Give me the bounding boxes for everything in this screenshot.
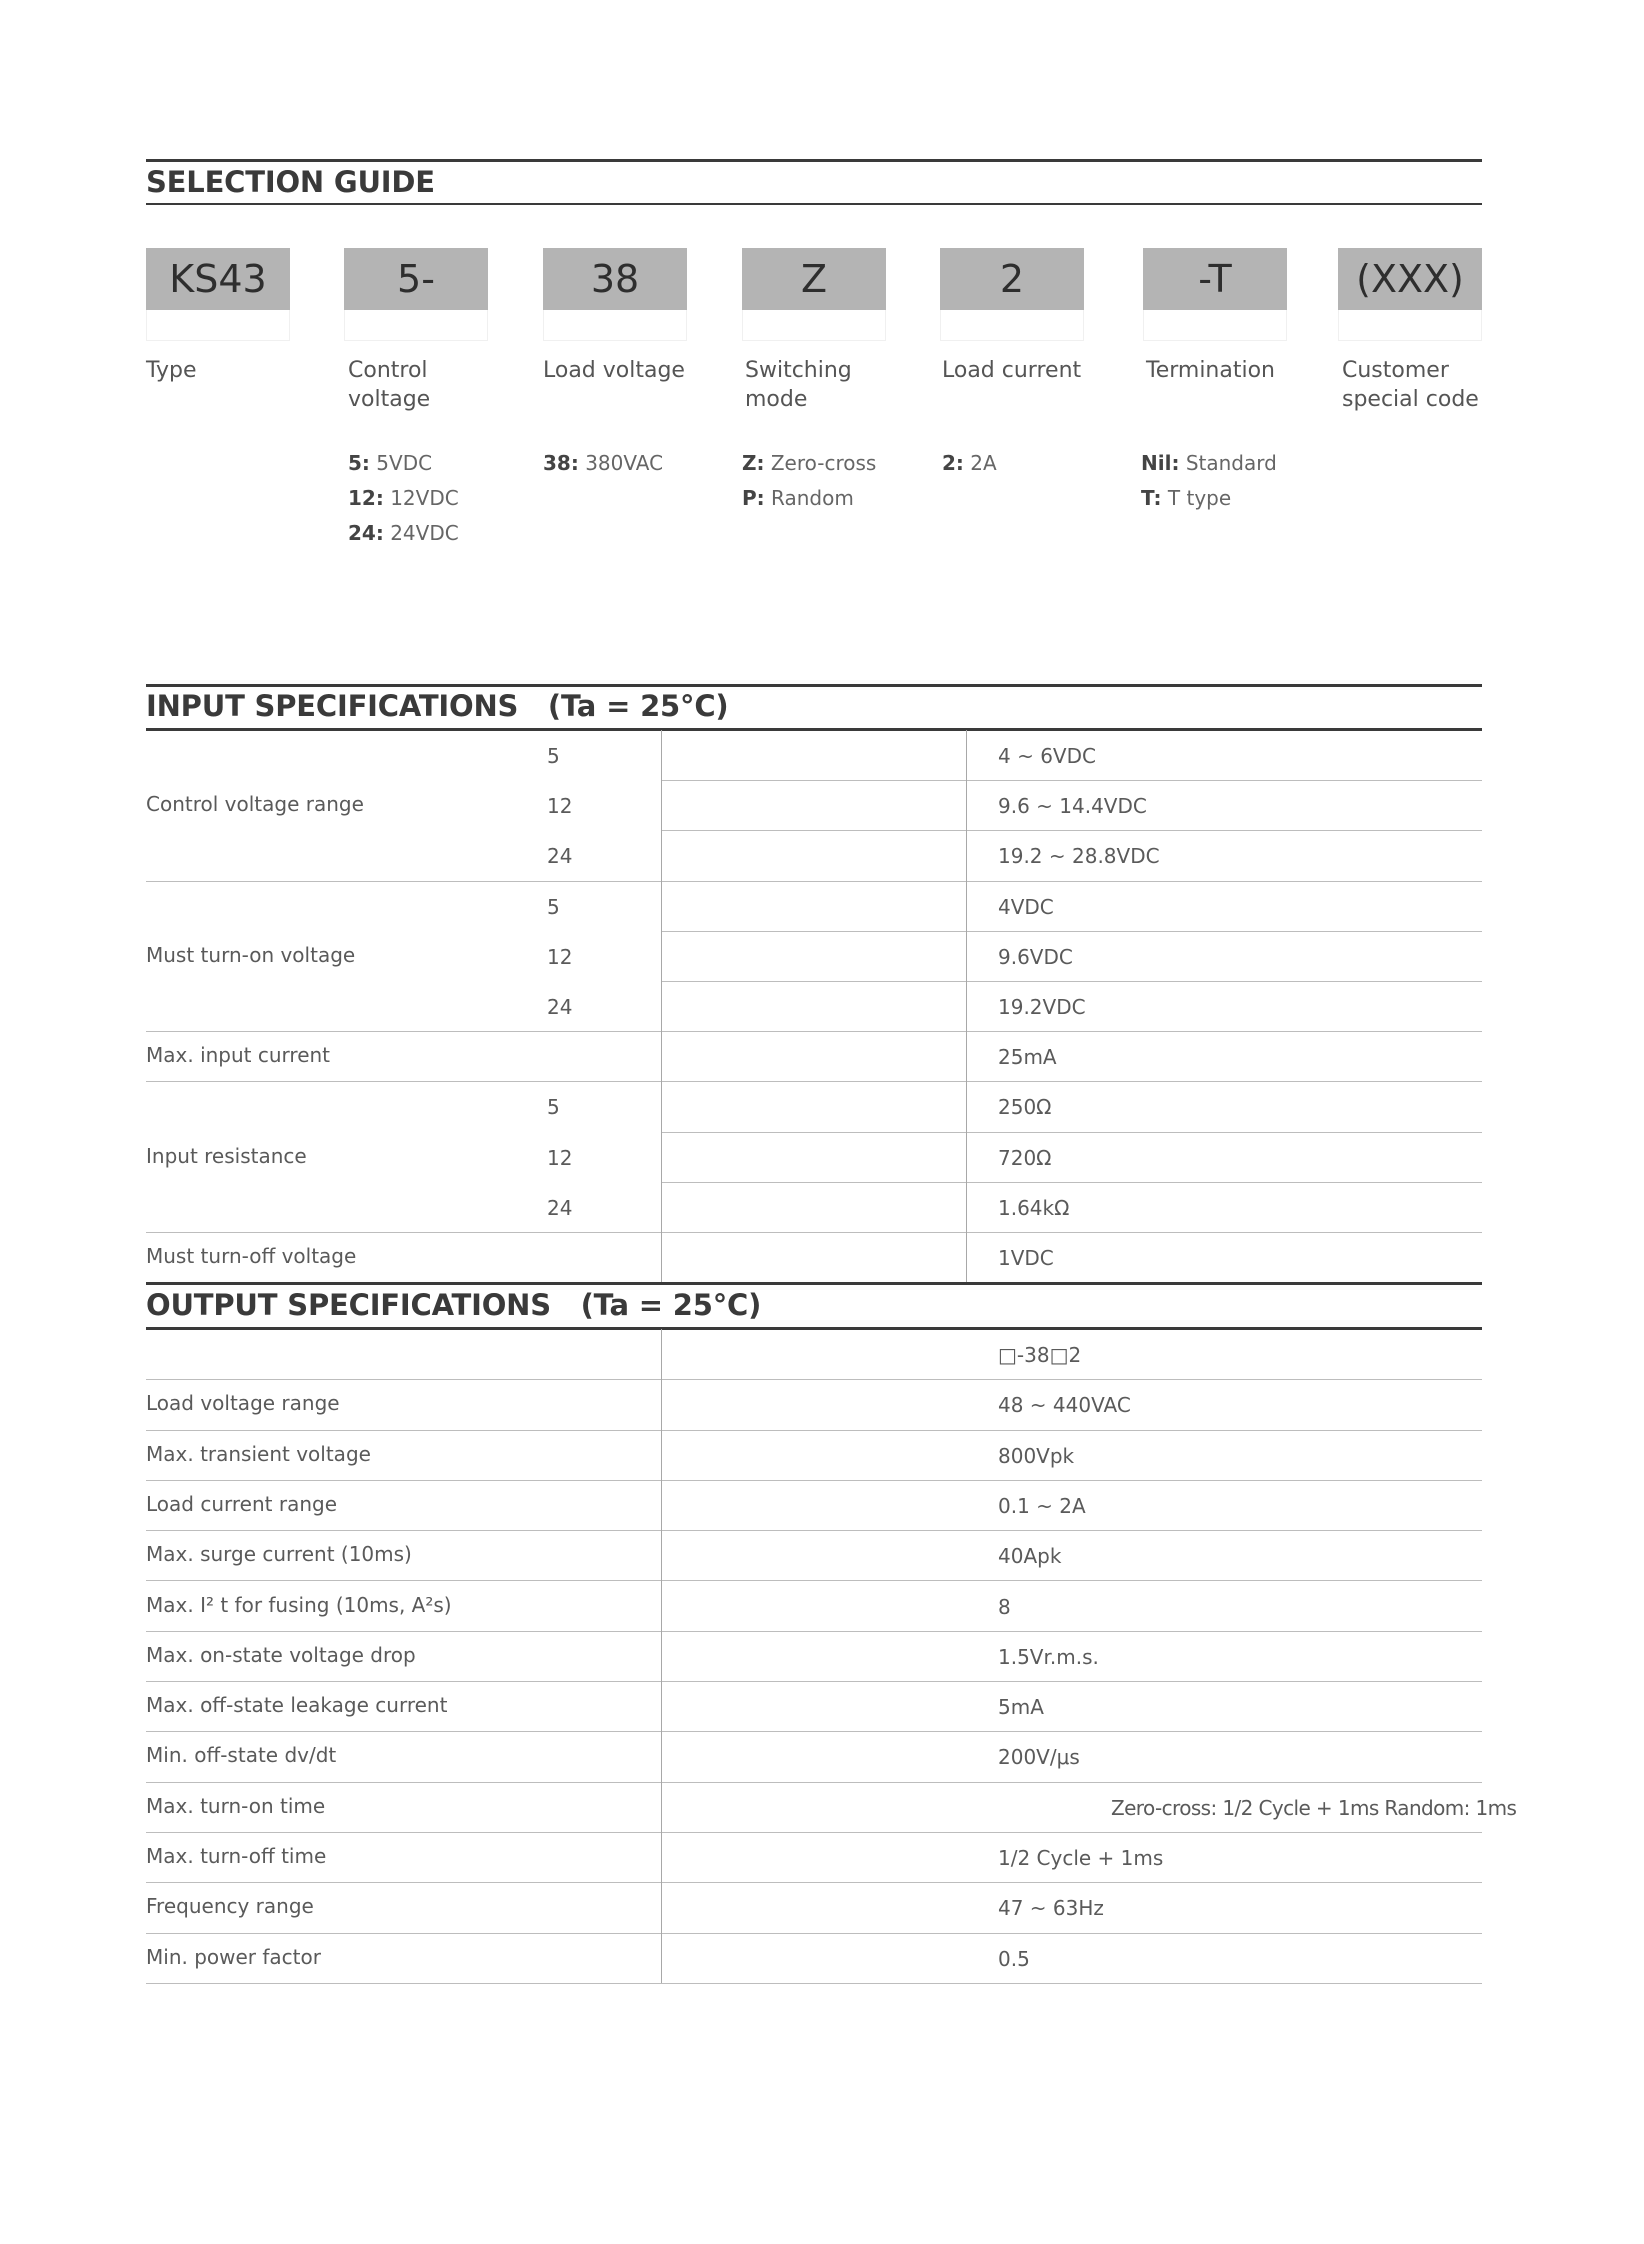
option-key: 5: [348, 451, 370, 475]
code-box: -T [1143, 248, 1287, 310]
code-label: Load voltage [543, 358, 685, 383]
code-options [742, 446, 876, 516]
row-divider [661, 931, 1482, 932]
code-column [146, 248, 290, 341]
code-box-underline [543, 310, 687, 341]
code-label: Load current [942, 358, 1082, 383]
option-line [543, 446, 663, 481]
spec-value: 1VDC [998, 1246, 1054, 1270]
spec-row [146, 1329, 1482, 1380]
row-divider [661, 830, 1482, 831]
option-key: Nil: [1141, 451, 1180, 475]
input-spec-top-rule [146, 684, 1482, 687]
sub-value: 24 [547, 844, 573, 869]
spec-row [146, 1379, 1482, 1430]
row-divider [661, 780, 1482, 781]
param-label: Load current range [146, 1491, 337, 1516]
selection-guide-title: SELECTION GUIDE [146, 165, 435, 199]
option-key: 24: [348, 521, 384, 545]
code-box-underline [146, 310, 290, 341]
row-divider [661, 1132, 1482, 1133]
param-label: Frequency range [146, 1894, 314, 1919]
option-value: 5VDC [376, 451, 433, 475]
row-divider [661, 981, 1482, 982]
option-line [1141, 446, 1277, 481]
sub-value: 5 [547, 1095, 560, 1120]
option-value: 380VAC [585, 451, 664, 475]
param-label: Input resistance [146, 1143, 307, 1168]
code-options [348, 446, 459, 551]
spec-value: 0.5 [998, 1946, 1030, 1971]
option-value: T type [1167, 486, 1232, 510]
option-key: 2: [942, 451, 964, 475]
spec-value: 4VDC [998, 894, 1054, 919]
spec-value: 9.6 ~ 14.4VDC [998, 794, 1147, 819]
output-spec-title: OUTPUT SPECIFICATIONS (Ta = 25°C) [146, 1288, 762, 1322]
spec-row [146, 1832, 1482, 1883]
spec-value: 5mA [998, 1695, 1044, 1720]
option-line [348, 481, 459, 516]
spec-value: 800Vpk [998, 1443, 1075, 1468]
spec-value: 47 ~ 63Hz [998, 1896, 1104, 1921]
option-line [348, 446, 459, 481]
spec-row [146, 1731, 1482, 1782]
spec-value: 40Apk [998, 1544, 1062, 1569]
sub-value: 12 [547, 944, 573, 969]
code-box: 5- [344, 248, 488, 310]
code-box-underline [1143, 310, 1287, 341]
option-value: 24VDC [390, 521, 459, 545]
spec-value: 0.1 ~ 2A [998, 1493, 1086, 1518]
spec-value: 1.64kΩ [998, 1195, 1070, 1220]
option-line [1141, 481, 1277, 516]
option-line [348, 516, 459, 551]
code-options [1141, 446, 1277, 516]
param-label: Max. on-state voltage drop [146, 1642, 416, 1667]
spec-value: □-38□2 [998, 1343, 1082, 1367]
spec-value: 200V/μs [998, 1745, 1080, 1770]
param-label: Control voltage range [146, 792, 364, 817]
param-label: Max. surge current (10ms) [146, 1542, 412, 1567]
option-key: T: [1141, 486, 1162, 510]
code-box-underline [940, 310, 1084, 341]
code-label: Termination [1146, 358, 1276, 383]
spec-value: 19.2VDC [998, 995, 1086, 1019]
code-box: 2 [940, 248, 1084, 310]
row-divider [661, 1182, 1482, 1183]
param-label: Max. transient voltage [146, 1441, 371, 1466]
spec-value: 48 ~ 440VAC [998, 1393, 1131, 1418]
param-label: Max. turn-off time [146, 1844, 327, 1868]
spec-group [146, 1031, 1482, 1082]
code-label: Switching mode [745, 358, 852, 412]
spec-value: 4 ~ 6VDC [998, 744, 1096, 768]
spec-value: 1.5Vr.m.s. [998, 1644, 1099, 1669]
code-box: Z [742, 248, 886, 310]
code-column [1143, 248, 1287, 341]
spec-value: Zero-cross: 1/2 Cycle + 1ms Random: 1ms [1111, 1795, 1517, 1820]
sub-value: 24 [547, 995, 573, 1019]
selection-guide-bottom-rule [146, 203, 1482, 205]
param-label: Max. turn-on time [146, 1793, 326, 1818]
code-column [344, 248, 488, 341]
option-key: 38: [543, 451, 579, 475]
code-label: Customer special code [1342, 358, 1479, 412]
option-key: Z: [742, 451, 765, 475]
code-label: Type [146, 358, 197, 383]
spec-value: 25mA [998, 1045, 1057, 1070]
column-divider [661, 1329, 662, 1983]
selection-guide-top-rule [146, 159, 1482, 162]
param-label: Must turn-off voltage [146, 1244, 357, 1269]
sub-value: 5 [547, 894, 560, 919]
code-column [1338, 248, 1482, 341]
code-box-underline [742, 310, 886, 341]
code-box-underline [344, 310, 488, 341]
output-spec-top-rule [146, 1282, 1482, 1285]
param-label: Max. input current [146, 1043, 331, 1068]
column-divider [661, 730, 662, 1282]
spec-row [146, 1933, 1482, 1984]
spec-row [146, 1480, 1482, 1531]
spec-value: 9.6VDC [998, 944, 1073, 969]
spec-value: 19.2 ~ 28.8VDC [998, 844, 1160, 869]
code-box: (XXX) [1338, 248, 1482, 310]
spec-group [146, 1081, 1482, 1233]
option-line [742, 481, 876, 516]
spec-value: 250Ω [998, 1095, 1052, 1120]
spec-row [146, 1882, 1482, 1933]
code-column [543, 248, 687, 341]
param-label: Min. off-state dv/dt [146, 1743, 337, 1768]
sub-value: 12 [547, 794, 573, 819]
param-label: Min. power factor [146, 1944, 321, 1969]
option-key: P: [742, 486, 765, 510]
option-key: 12: [348, 486, 384, 510]
sub-value: 12 [547, 1145, 573, 1170]
option-value: Random [771, 486, 854, 510]
code-options [942, 446, 997, 481]
column-divider [966, 730, 967, 1282]
option-value: Standard [1185, 451, 1277, 475]
param-label: Max. off-state leakage current [146, 1693, 448, 1718]
sub-value: 24 [547, 1195, 573, 1220]
spec-value: 8 [998, 1594, 1011, 1619]
input-spec-table [146, 730, 1482, 1282]
input-spec-title: INPUT SPECIFICATIONS (Ta = 25°C) [146, 689, 729, 723]
code-options [543, 446, 663, 481]
code-box: KS43 [146, 248, 290, 310]
code-column [940, 248, 1084, 341]
code-label: Control voltage [348, 358, 431, 412]
spec-value: 1/2 Cycle + 1ms [998, 1846, 1164, 1870]
param-label: Max. I² t for fusing (10ms, A²s) [146, 1592, 452, 1617]
param-label: Must turn-on voltage [146, 942, 356, 967]
sub-value: 5 [547, 744, 560, 768]
output-spec-table [146, 1329, 1517, 1983]
code-box-underline [1338, 310, 1482, 341]
spec-value: 720Ω [998, 1145, 1052, 1170]
option-line [742, 446, 876, 481]
code-column [742, 248, 886, 341]
option-value: 2A [970, 451, 997, 475]
param-label: Load voltage range [146, 1391, 340, 1416]
code-box: 38 [543, 248, 687, 310]
option-value: 12VDC [390, 486, 459, 510]
option-value: Zero-cross [770, 451, 877, 475]
option-line [942, 446, 997, 481]
